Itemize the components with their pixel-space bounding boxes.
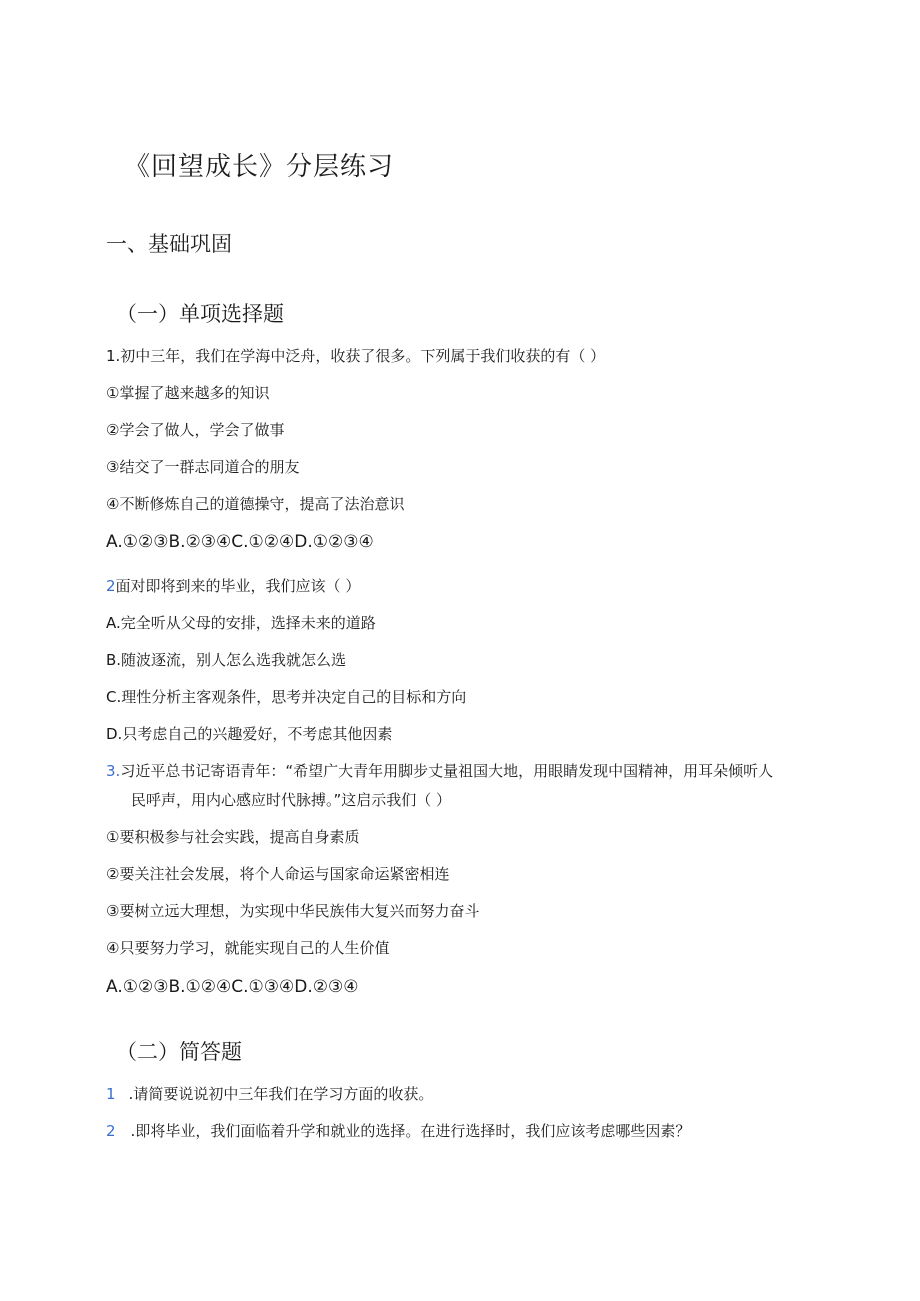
question-1-item: ②学会了做人，学会了做事 — [106, 421, 285, 439]
question-2-option: A.完全听从父母的安排，选择未来的道路 — [106, 614, 376, 632]
short-answer-question-1: 1 .请简要说说初中三年我们在学习方面的收获。 — [106, 1085, 434, 1103]
question-1-item: ③结交了一群志同道合的朋友 — [106, 458, 300, 476]
question-1-item: ④不断修炼自己的道德操守，提高了法治意识 — [106, 495, 405, 513]
question-3-item: ①要积极参与社会实践，提高自身素质 — [106, 828, 360, 846]
part-heading-choice: （一）单项选择题 — [116, 302, 284, 326]
question-2-stem: 2面对即将到来的毕业，我们应该（ ） — [106, 577, 361, 595]
question-3-options: A.①②③B.①②④C.①③④D.②③④ — [106, 977, 359, 997]
question-number: 3. — [106, 762, 121, 780]
question-number: 2 — [106, 577, 116, 595]
question-2-option: B.随波逐流，别人怎么选我就怎么选 — [106, 651, 347, 669]
question-3-item: ④只要努力学习，就能实现自己的人生价值 — [106, 939, 390, 957]
question-1-stem: 1.初中三年，我们在学海中泛舟，收获了很多。下列属于我们收获的有（ ） — [106, 347, 606, 365]
question-number: 1 — [106, 1085, 116, 1103]
question-3-stem: 3.习近平总书记寄语青年：“希望广大青年用脚步丈量祖国大地，用眼睛发现中国精神，用耳朵倾听人 — [106, 762, 774, 780]
part-heading-short-answer: （二）简答题 — [116, 1040, 242, 1064]
question-2-option: D.只考虑自己的兴趣爱好，不考虑其他因素 — [106, 725, 393, 743]
question-2-option: C.理性分析主客观条件，思考并决定自己的目标和方向 — [106, 688, 467, 706]
question-1-options: A.①②③B.②③④C.①②④D.①②③④ — [106, 532, 374, 552]
section-heading-basic: 一、基础巩固 — [106, 232, 232, 256]
question-number: 2 — [106, 1122, 116, 1140]
page-title: 《回望成长》分层练习 — [124, 152, 395, 182]
question-3-item: ②要关注社会发展，将个人命运与国家命运紧密相连 — [106, 865, 450, 883]
question-1-item: ①掌握了越来越多的知识 — [106, 384, 270, 402]
question-3-stem-continued: 民呼声，用内心感应时代脉搏。”这启示我们（ ） — [131, 791, 452, 809]
question-3-item: ③要树立远大理想，为实现中华民族伟大复兴而努力奋斗 — [106, 902, 480, 920]
short-answer-question-2: 2 .即将毕业，我们面临着升学和就业的选择。在进行选择时，我们应该考虑哪些因素？ — [106, 1122, 691, 1140]
